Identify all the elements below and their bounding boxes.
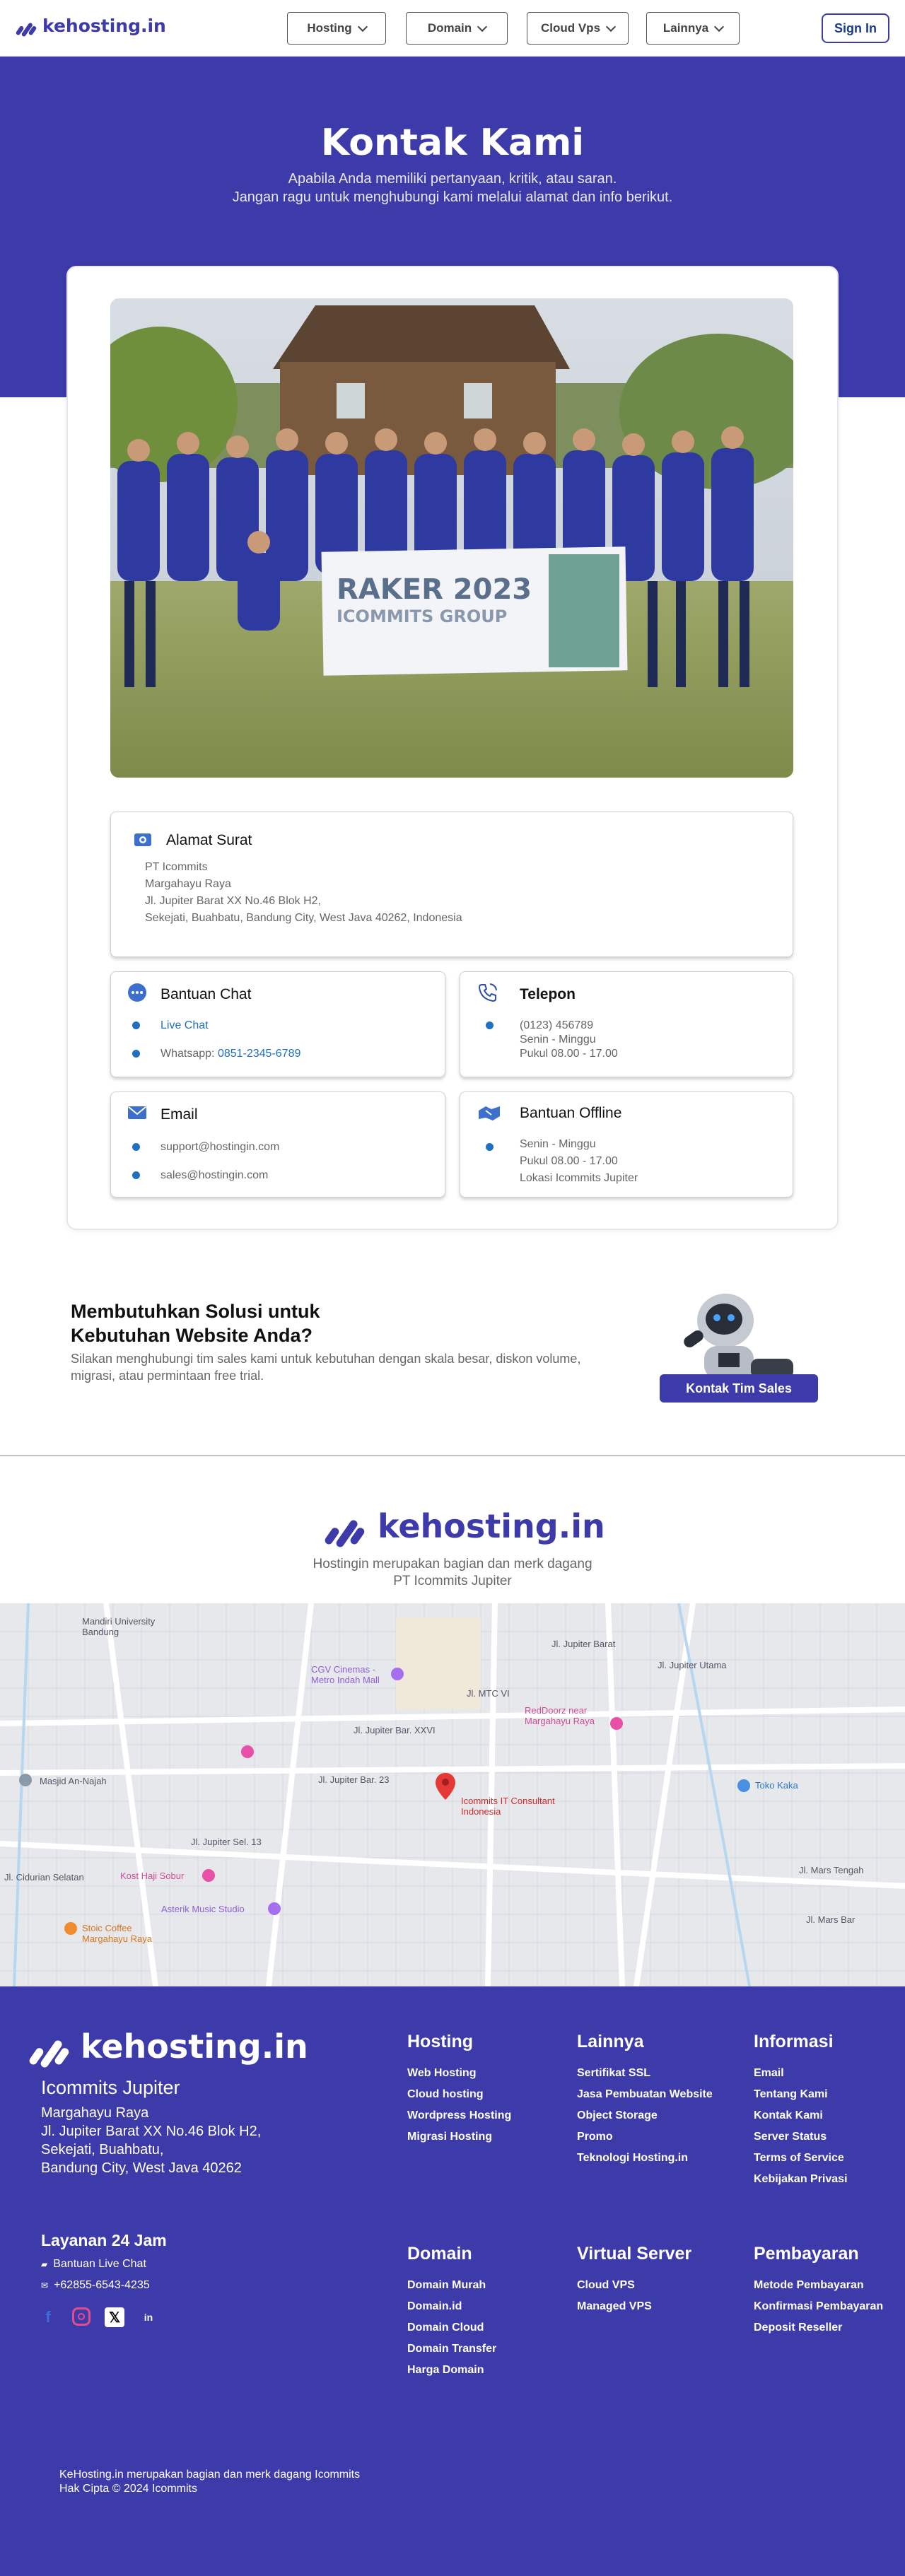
footer-phone-label: +62855-6543-4235 (54, 2279, 150, 2291)
footer-link[interactable]: Sertifikat SSL (577, 2067, 651, 2079)
footer-live-chat[interactable] (41, 2258, 146, 2271)
nav-cloud-vps-label: Cloud Vps (540, 21, 601, 35)
address-line: Jl. Jupiter Barat XX No.46 Blok H2, (145, 895, 321, 907)
brand-name: kehosting.in (81, 2027, 308, 2066)
phone-box (460, 971, 793, 1077)
live-chat-link[interactable]: Live Chat (160, 1019, 209, 1031)
hero-line-2: Jangan ragu untuk menghubungi kami melalui alamat dan info berikut. (232, 189, 673, 205)
footer-address-line: Bandung City, West Java 40262 (41, 2160, 242, 2176)
footer-col-title: Lainnya (577, 2032, 644, 2051)
footer-link[interactable]: Domain Cloud (407, 2322, 484, 2334)
map-label: Jl. Jupiter Bar. XXVI (354, 1725, 436, 1735)
bullet (132, 1171, 140, 1179)
cta-heading-line-1: Membutuhkan Solusi untuk (71, 1301, 320, 1322)
map-label: Jl. Jupiter Utama (658, 1660, 727, 1670)
footer-link[interactable]: Server Status (754, 2131, 827, 2143)
offline-box (460, 1091, 793, 1198)
footer-link[interactable]: Migrasi Hosting (407, 2131, 493, 2143)
chat-title: Bantuan Chat (160, 986, 252, 1002)
instagram-icon[interactable] (72, 2307, 90, 2326)
address-line: Margahayu Raya (145, 878, 231, 890)
about-line-1: Hostingin merupakan bagian dan merk dagang (313, 1557, 592, 1571)
map-label: Jl. MTC VI (467, 1688, 510, 1699)
bullet (132, 1021, 140, 1029)
footer-link[interactable]: Wordpress Hosting (407, 2109, 512, 2121)
site-footer (0, 1986, 905, 2576)
bullet (486, 1143, 494, 1151)
footer-link[interactable]: Deposit Reseller (754, 2322, 843, 2334)
footer-link[interactable]: Cloud hosting (407, 2088, 484, 2100)
whatsapp-label: Whatsapp: (160, 1048, 215, 1060)
footer-link[interactable]: Object Storage (577, 2109, 658, 2121)
team-photo (110, 298, 793, 778)
footer-link[interactable]: Teknologi Hosting.in (577, 2152, 689, 2164)
section-divider (0, 1455, 905, 1456)
copyright-line-1: KeHosting.in merupakan bagian dan merk dagang Icommits (59, 2469, 361, 2481)
bullet (132, 1143, 140, 1151)
map-label: Stoic Coffee Margahayu Raya (82, 1923, 152, 1944)
footer-link[interactable]: Kebijakan Privasi (754, 2173, 848, 2185)
phone-number: (0123) 456789 (520, 1019, 594, 1031)
map-label: Jl. Jupiter Sel. 13 (191, 1837, 262, 1847)
signin-button[interactable]: Sign In (822, 13, 889, 43)
whatsapp-line (160, 1046, 300, 1062)
footer-link[interactable]: Jasa Pembuatan Website (577, 2088, 713, 2100)
offline-location: Lokasi Icommits Jupiter (520, 1172, 638, 1184)
support-email-link[interactable]: support@hostingin.com (160, 1141, 280, 1153)
footer-address-line: Margahayu Raya (41, 2105, 149, 2121)
logo-mark-icon (325, 1509, 366, 1544)
footer-link[interactable]: Managed VPS (577, 2300, 652, 2312)
footer-col-title: Informasi (754, 2032, 834, 2051)
footer-link[interactable]: Metode Pembayaran (754, 2279, 864, 2291)
cta-heading (71, 1299, 320, 1347)
brand-name: kehosting.in (378, 1507, 605, 1545)
footer-live-chat-label: Bantuan Live Chat (53, 2258, 146, 2270)
chevron-down-icon (358, 21, 368, 31)
address-line: Sekejati, Buahbatu, Bandung City, West Java 40262, Indonesia (145, 912, 462, 924)
x-icon[interactable]: 𝕏 (105, 2307, 124, 2327)
nav-domain-label: Domain (427, 21, 472, 35)
nav-lainnya-label: Lainnya (662, 21, 709, 35)
footer-logo[interactable] (30, 2027, 308, 2066)
chat-icon: ▰ (41, 2259, 48, 2269)
footer-col-title: Domain (407, 2244, 472, 2264)
bullet (486, 1021, 494, 1029)
footer-link[interactable]: Web Hosting (407, 2067, 477, 2079)
bullet (132, 1050, 140, 1058)
hero-line-1: Apabila Anda memiliki pertanyaan, kritik, atau saran. (288, 171, 617, 187)
map-label: Jl. Mars Tengah (799, 1865, 864, 1875)
footer-link[interactable]: Tentang Kami (754, 2088, 828, 2100)
linkedin-icon[interactable]: in (144, 2312, 153, 2323)
chevron-down-icon (477, 21, 487, 31)
email-box (110, 1091, 445, 1198)
mailbox-icon (132, 829, 153, 850)
handshake-icon (477, 1102, 501, 1123)
map-label: Jl. Jupiter Barat (551, 1639, 616, 1649)
robot-mascot-icon (683, 1291, 796, 1383)
footer-address-line: Sekejati, Buahbatu, (41, 2142, 164, 2158)
chat-box (110, 971, 445, 1077)
offline-title: Bantuan Offline (520, 1105, 622, 1121)
logo-mark-icon (16, 17, 37, 35)
footer-link[interactable]: Harga Domain (407, 2364, 484, 2376)
offline-days: Senin - Minggu (520, 1138, 596, 1150)
team-photo-banner-text (337, 573, 532, 606)
map-label: Kost Haji Sobur (120, 1870, 185, 1881)
footer-col-title: Pembayaran (754, 2244, 859, 2264)
map-label: RedDoorz near Margahayu Raya (525, 1705, 595, 1726)
map-label: Jl. Jupiter Bar. 23 (318, 1774, 390, 1785)
footer-col-title: Hosting (407, 2032, 474, 2051)
phone-title: Telepon (520, 986, 576, 1002)
facebook-icon[interactable]: f (45, 2308, 51, 2326)
address-line: PT Icommits (145, 861, 208, 873)
nav-lainnya[interactable] (646, 12, 740, 45)
offline-hours: Pukul 08.00 - 17.00 (520, 1155, 618, 1167)
footer-link[interactable]: Promo (577, 2131, 613, 2143)
footer-link[interactable]: Domain Transfer (407, 2343, 497, 2355)
about-line-2: PT Icommits Jupiter (393, 1574, 512, 1588)
map-label: Toko Kaka (755, 1780, 798, 1791)
address-title: Alamat Surat (166, 832, 252, 848)
map-label: Mandiri University Bandung (82, 1616, 156, 1637)
map-label: Masjid An-Najah (40, 1776, 107, 1786)
footer-link[interactable]: Konfirmasi Pembayaran (754, 2300, 884, 2312)
nav-hosting[interactable] (287, 12, 386, 45)
top-nav (0, 0, 905, 57)
map-label: Icommits IT Consultant Indonesia (461, 1796, 555, 1817)
svg-text:RAKER 2023: RAKER 2023 (337, 573, 532, 606)
footer-phone[interactable] (41, 2279, 150, 2292)
brand-logo-large[interactable] (325, 1507, 605, 1545)
map-label: Jl. Cidurian Selatan (4, 1872, 84, 1883)
footer-link[interactable]: Terms of Service (754, 2152, 844, 2164)
map-label: CGV Cinemas - Metro Indah Mall (311, 1664, 380, 1685)
brand-name: kehosting.in (42, 16, 166, 36)
footer-address-line: Jl. Jupiter Barat XX No.46 Blok H2, (41, 2124, 262, 2139)
footer-link[interactable]: Kontak Kami (754, 2109, 823, 2121)
address-box (110, 812, 793, 957)
nav-cloud-vps[interactable] (527, 12, 629, 45)
footer-link[interactable]: Email (754, 2067, 784, 2079)
chat-bubble-icon (127, 982, 148, 1003)
phone-hours: Pukul 08.00 - 17.00 (520, 1048, 618, 1060)
cta-text: Silakan menghubungi tim sales kami untuk kebutuhan dengan skala besar, diskon volume, migrasi, atau permintaan free trial. (71, 1352, 581, 1383)
footer-link[interactable]: Domain Murah (407, 2279, 486, 2291)
email-title: Email (160, 1106, 198, 1123)
logo-mark-icon (30, 2029, 71, 2064)
contact-sales-button[interactable]: Kontak Tim Sales (660, 1374, 818, 1403)
footer-link[interactable]: Domain.id (407, 2300, 462, 2312)
whatsapp-link[interactable]: 0851-2345-6789 (217, 1048, 301, 1060)
brand-logo[interactable] (16, 16, 166, 36)
footer-col-title: Virtual Server (577, 2244, 692, 2264)
nav-hosting-label: Hosting (307, 21, 352, 35)
footer-company: Icommits Jupiter (41, 2077, 180, 2098)
phone-days: Senin - Minggu (520, 1034, 596, 1046)
phone-icon (477, 982, 498, 1003)
nav-domain[interactable] (406, 12, 508, 45)
map-label: Asterik Music Studio (161, 1904, 245, 1914)
mail-icon: ✉ (41, 2281, 49, 2290)
footer-link[interactable]: Cloud VPS (577, 2279, 635, 2291)
map-label: Jl. Mars Bar (806, 1914, 856, 1925)
sales-email-link[interactable]: sales@hostingin.com (160, 1169, 269, 1181)
svg-text:ICOMMITS GROUP: ICOMMITS GROUP (337, 607, 508, 626)
team-photo-illustration (110, 298, 793, 778)
team-photo-banner-sub (337, 607, 507, 626)
location-map[interactable] (0, 1603, 905, 1986)
chevron-down-icon (714, 21, 724, 31)
copyright-line-2: Hak Cipta © 2024 Icommits (59, 2483, 197, 2495)
chevron-down-icon (606, 21, 616, 31)
support-title: Layanan 24 Jam (41, 2231, 167, 2249)
page-title: Kontak Kami (320, 122, 585, 164)
envelope-icon (127, 1102, 148, 1123)
cta-heading-line-2: Kebutuhan Website Anda? (71, 1325, 313, 1346)
